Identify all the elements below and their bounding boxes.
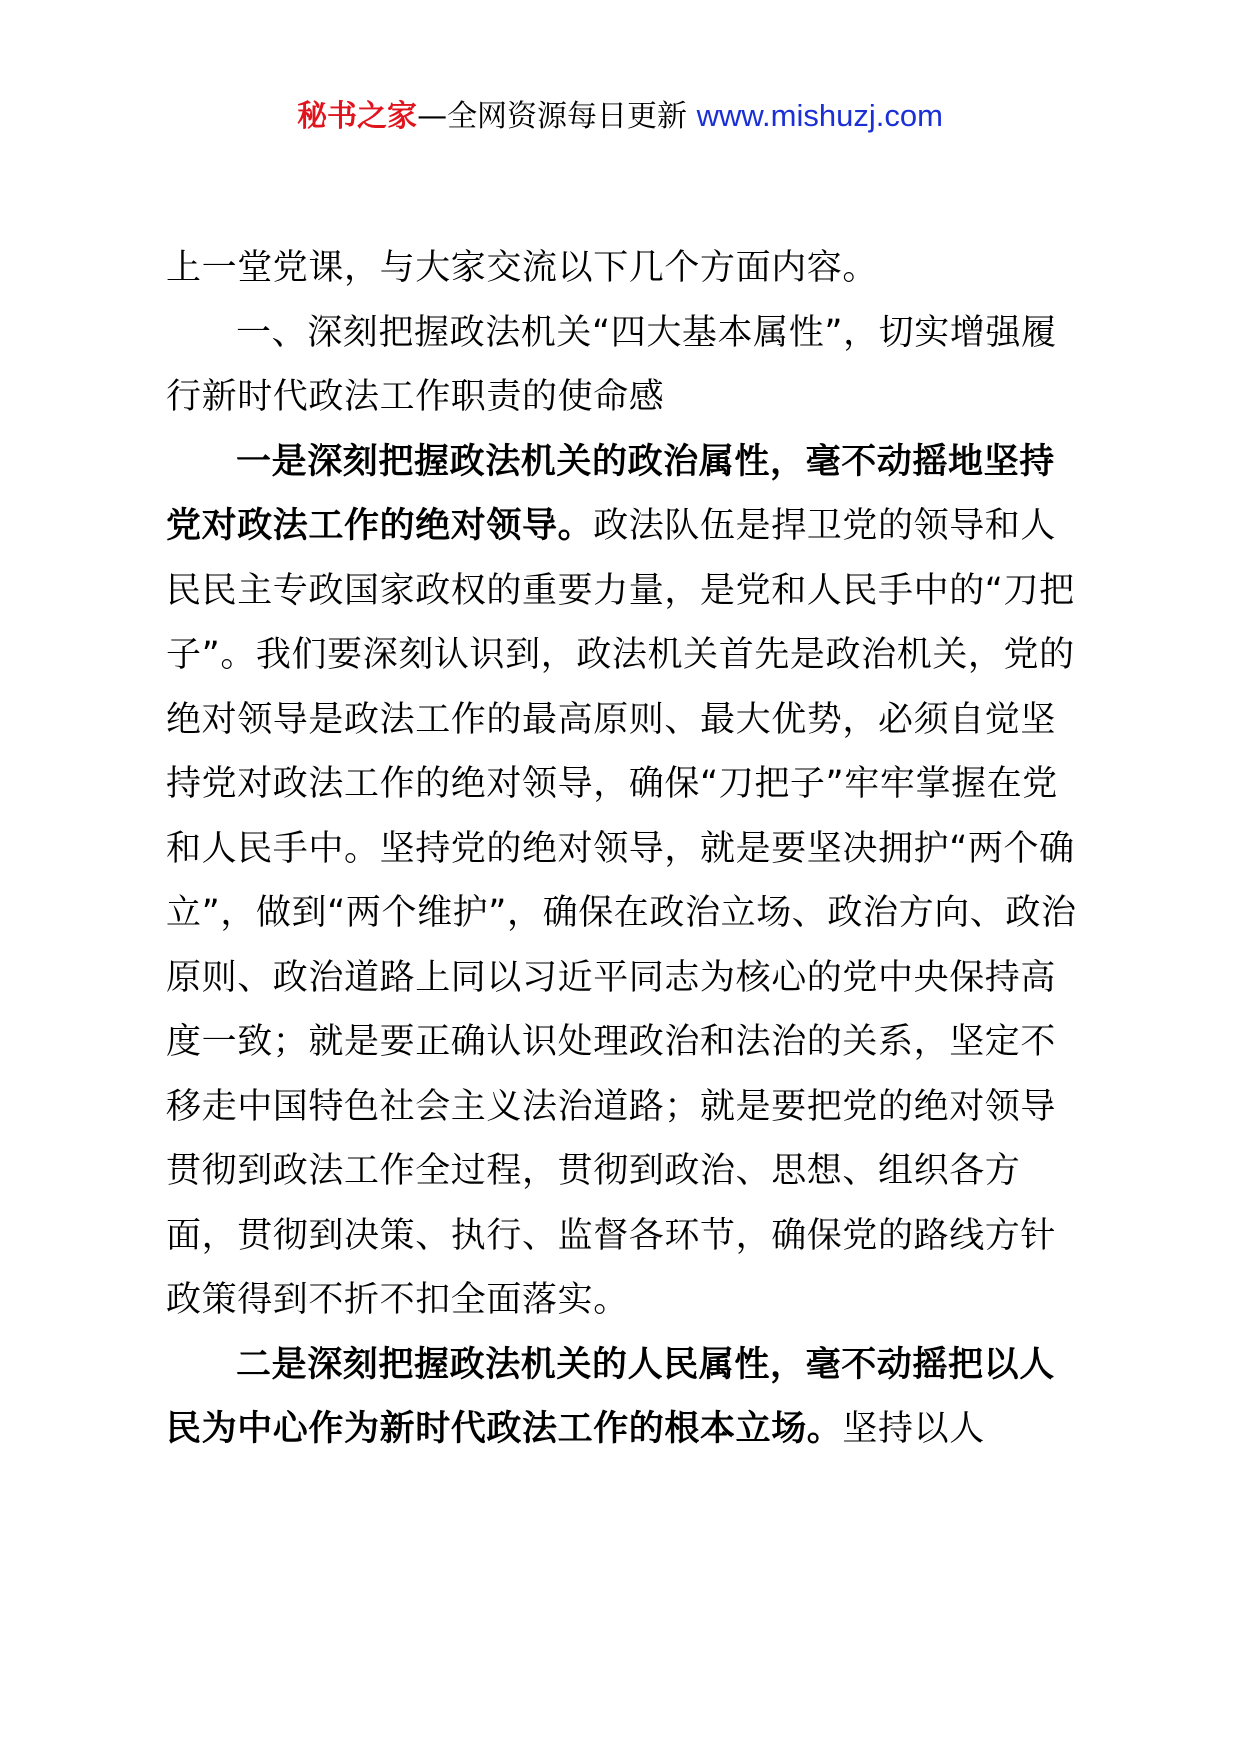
section-heading: 一、深刻把握政法机关“四大基本属性”，切实增强履行新时代政法工作职责的使命感	[166, 312, 1057, 417]
paragraph-people	[166, 1333, 1086, 1462]
brand-name: 秘书之家	[297, 99, 418, 134]
paragraph-intro: 上一堂党课，与大家交流以下几个方面内容。	[166, 248, 879, 288]
document-body	[166, 236, 1086, 1462]
paragraph-political	[166, 430, 1086, 1333]
paragraph-political-text: 政法队伍是捍卫党的领导和人民民主专政国家政权的重要力量，是党和人民手中的“刀把子”。我们要深刻认识到，政法机关首先是政治机关，党的绝对领导是政法工作的最高原则、最大优势，必须自觉坚持党对政法工作的绝对领导，确保“刀把子”牢牢掌握在党和人民手中。坚持党的绝对领导，就是要坚决拥护“两个确立”，做到“两个维护”，确保在政治立场、政治方向、政治原则、政治道路上同以习近平同志为核心的党中央保持高度一致；就是要正确认识处理政治和法治的关系，坚定不移走中国特色社会主义法治道路；就是要把党的绝对领导贯彻到政法工作全过程，贯彻到政治、思想、组织各方面，贯彻到决策、执行、监督各环节，确保党的路线方针政策得到不折不扣全面落实。	[166, 506, 1077, 1320]
page-header	[0, 96, 1240, 137]
site-url[interactable]: www.mishuzj.com	[696, 98, 943, 133]
paragraph-political-lead: 一是深刻把握政法机关的政治属性，毫不动摇地坚持党对政法工作的绝对领导。	[166, 441, 1055, 546]
paragraph-people-text: 坚持以人	[842, 1409, 985, 1449]
header-tagline: —全网资源每日更新	[417, 99, 688, 134]
paragraph-people-lead: 二是深刻把握政法机关的人民属性，毫不动摇把以人民为中心作为新时代政法工作的根本立场。	[166, 1344, 1055, 1449]
